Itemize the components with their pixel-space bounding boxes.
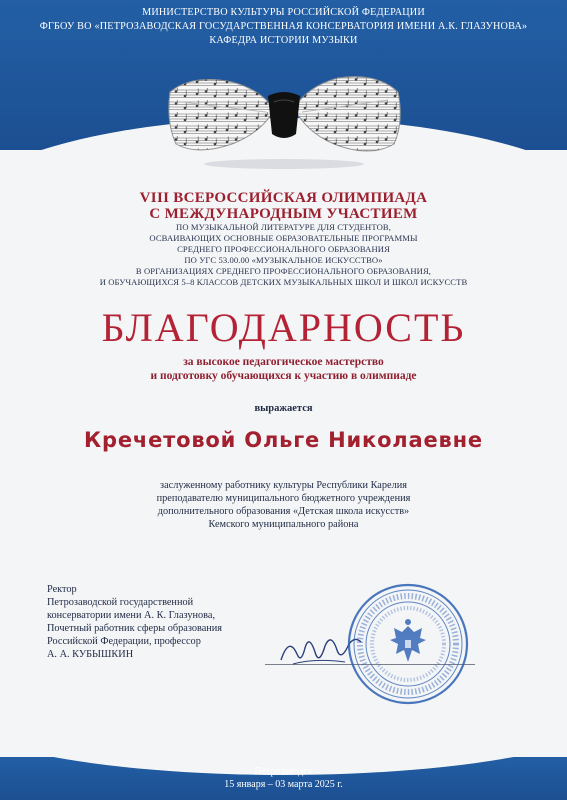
recipient-details xyxy=(0,479,567,531)
signer-line-5: Российской Федерации, профессор xyxy=(47,636,201,647)
footer-dates: 15 января – 03 марта 2025 г. xyxy=(224,779,343,790)
olympiad-title-1: VIII ВСЕРОССИЙСКАЯ ОЛИМПИАДА xyxy=(139,190,428,206)
signer-line-2: Петрозаводской государственной xyxy=(47,597,194,608)
signer-line-3: консерватории имени А. К. Глазунова, xyxy=(47,610,216,621)
olympiad-sub-6: И ОБУЧАЮЩИХСЯ 5–8 КЛАССОВ ДЕТСКИХ МУЗЫКАЛЬНЫХ ШКОЛ И ШКОЛ ИСКУССТВ xyxy=(99,277,468,287)
footer-city: Петрозаводск xyxy=(254,766,313,777)
expressed-label: выражается xyxy=(254,403,313,414)
award-reason xyxy=(0,355,567,383)
olympiad-sub-2: ОСВАИВАЮЩИХ ОСНОВНЫЕ ОБРАЗОВАТЕЛЬНЫЕ ПРОГРАММЫ xyxy=(149,233,418,243)
recipient-name: Кречетовой Ольге Николаевне xyxy=(84,428,483,452)
details-line-1: заслуженному работнику культуры Республики Карелия xyxy=(160,480,407,491)
olympiad-title-2: С МЕЖДУНАРОДНЫМ УЧАСТИЕМ xyxy=(149,206,418,222)
institution-line: ФГБОУ ВО «ПЕТРОЗАВОДСКАЯ ГОСУДАРСТВЕННАЯ КОНСЕРВАТОРИЯ ИМЕНИ А.К. ГЛАЗУНОВА» xyxy=(39,21,528,32)
olympiad-sub-3: СРЕДНЕГО ПРОФЕССИОНАЛЬНОГО ОБРАЗОВАНИЯ xyxy=(177,244,390,254)
award-title: БЛАГОДАРНОСТЬ xyxy=(101,305,466,350)
olympiad-sub-4: ПО УГС 53.00.00 «МУЗЫКАЛЬНОЕ ИСКУССТВО» xyxy=(184,255,383,265)
signer-line-4: Почетный работник сферы образования xyxy=(47,623,223,634)
details-line-3: дополнительного образования «Детская школа искусств» xyxy=(157,506,410,517)
award-reason-line-1: за высокое педагогическое мастерство xyxy=(183,356,384,368)
signer-block xyxy=(47,583,307,661)
olympiad-block xyxy=(0,190,567,288)
olympiad-sub-1: ПО МУЗЫКАЛЬНОЙ ЛИТЕРАТУРЕ ДЛЯ СТУДЕНТОВ, xyxy=(176,222,391,232)
olympiad-sub-5: В ОРГАНИЗАЦИЯХ СРЕДНЕГО ПРОФЕССИОНАЛЬНОГО ОБРАЗОВАНИЯ, xyxy=(135,266,432,276)
signer-line-1: Ректор xyxy=(47,584,77,595)
ministry-line: МИНИСТЕРСТВО КУЛЬТУРЫ РОССИЙСКОЙ ФЕДЕРАЦИИ xyxy=(142,7,425,18)
official-seal xyxy=(346,582,470,706)
details-line-2: преподавателю муниципального бюджетного учреждения xyxy=(156,493,411,504)
department-line: КАФЕДРА ИСТОРИИ МУЗЫКИ xyxy=(209,35,358,46)
signer-line-6: А. А. КУБЫШКИН xyxy=(47,649,134,660)
award-reason-line-2: и подготовку обучающихся к участию в олимпиаде xyxy=(150,370,417,382)
details-line-4: Кемского муниципального района xyxy=(208,519,359,530)
header-text xyxy=(0,6,567,48)
footer-text xyxy=(0,765,567,791)
bowtie-illustration xyxy=(162,52,406,172)
